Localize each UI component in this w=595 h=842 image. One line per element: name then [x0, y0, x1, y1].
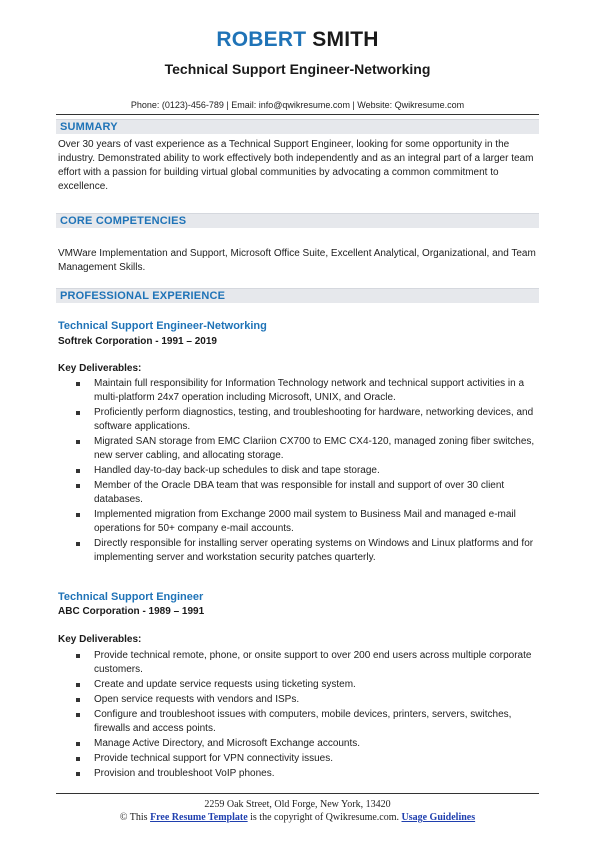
- last-name: SMITH: [312, 28, 379, 51]
- bullet-icon: [76, 772, 80, 776]
- list-item: [58, 649, 538, 677]
- job-title: Technical Support Engineer: [58, 591, 204, 603]
- bullet-icon: [76, 654, 80, 658]
- bullet-icon: [76, 713, 80, 717]
- summary-heading: SUMMARY: [60, 121, 118, 133]
- bullet-icon: [76, 742, 80, 746]
- summary-section-header: [56, 119, 539, 134]
- bullet-icon: [76, 411, 80, 415]
- candidate-title: Technical Support Engineer-Networking: [164, 61, 431, 77]
- bullet-text: Directly responsible for installing server operating systems on Windows and Linux platforms and for implementing server and workstation security patches quarterly.: [94, 538, 534, 563]
- list-item: [58, 752, 538, 766]
- bullet-icon: [76, 683, 80, 687]
- summary-text: Over 30 years of vast experience as a Technical Support Engineer, looking for some opportunity in the industry. Demonstrated ability to work effectively both independently and as an integral part of a larger team effort with a passion for building virtual global communities by advocating a common commitment to excellence.: [58, 139, 534, 192]
- list-item: [58, 737, 538, 751]
- job-title: Technical Support Engineer-Networking: [58, 320, 267, 332]
- bullet-icon: [76, 469, 80, 473]
- footer-copyright: [0, 812, 595, 823]
- bullet-icon: [76, 757, 80, 761]
- bullet-icon: [76, 542, 80, 546]
- key-deliverables-label: Key Deliverables:: [58, 363, 142, 374]
- experience-heading: PROFESSIONAL EXPERIENCE: [60, 290, 226, 302]
- bullet-text: Provide technical support for VPN connectivity issues.: [94, 753, 333, 764]
- bullet-icon: [76, 698, 80, 702]
- competencies-text: VMWare Implementation and Support, Microsoft Office Suite, Excellent Analytical, Organizational, and Team Management Skills.: [58, 248, 536, 273]
- bullet-text: Provision and troubleshoot VoIP phones.: [94, 768, 275, 779]
- competencies-heading: CORE COMPETENCIES: [60, 215, 187, 227]
- competencies-section-header: [56, 213, 539, 228]
- deliverables-list: [58, 377, 538, 566]
- list-item: [58, 464, 538, 478]
- job-company: Softrek Corporation - 1991 – 2019: [58, 336, 217, 347]
- job-company: ABC Corporation - 1989 – 1991: [58, 606, 205, 617]
- bullet-text: Maintain full responsibility for Information Technology network and technical support activities in a multi-platform 24x7 operation including Microsoft, UNIX, and Oracle.: [94, 378, 525, 403]
- bullet-text: Create and update service requests using ticketing system.: [94, 679, 356, 690]
- list-item: [58, 693, 538, 707]
- deliverables-list: [58, 649, 538, 782]
- contact-line: Phone: (0123)-456-789 | Email: info@qwikresume.com | Website: Qwikresume.com: [130, 100, 465, 110]
- bullet-text: Provide technical remote, phone, or onsite support to over 200 end users across multiple corporate customers.: [94, 650, 532, 675]
- list-item: [58, 767, 538, 781]
- bullet-text: Handled day-to-day back-up schedules to disk and tape storage.: [94, 465, 380, 476]
- footer-divider: [56, 793, 539, 794]
- bullet-icon: [76, 484, 80, 488]
- list-item: [58, 537, 538, 565]
- bullet-text: Configure and troubleshoot issues with computers, mobile devices, printers, servers, switches, firewalls and access points.: [94, 709, 512, 734]
- usage-guidelines-link[interactable]: Usage Guidelines: [401, 812, 476, 823]
- bullet-text: Manage Active Directory, and Microsoft Exchange accounts.: [94, 738, 361, 749]
- bullet-icon: [76, 513, 80, 517]
- list-item: [58, 406, 538, 434]
- bullet-text: Proficiently perform diagnostics, testing, and troubleshooting for hardware, networking devices, and software applications.: [94, 407, 534, 432]
- list-item: [58, 377, 538, 405]
- list-item: [58, 435, 538, 463]
- list-item: [58, 479, 538, 507]
- copyright-prefix: © This: [119, 812, 151, 823]
- bullet-text: Migrated SAN storage from EMC Clariion CX700 to EMC CX4-120, managed zoning fiber switches, new server cabling, and allocating storage.: [94, 436, 535, 461]
- free-resume-template-link[interactable]: Free Resume Template: [150, 812, 248, 823]
- key-deliverables-label: Key Deliverables:: [58, 634, 142, 645]
- list-item: [58, 678, 538, 692]
- first-name: ROBERT: [216, 28, 307, 51]
- bullet-text: Member of the Oracle DBA team that was responsible for install and support of over 30 client databases.: [94, 480, 505, 505]
- bullet-text: Implemented migration from Exchange 2000 mail system to Business Mail and managed e-mail operations for 50+ company e-mail accounts.: [94, 509, 516, 534]
- bullet-text: Open service requests with vendors and ISPs.: [94, 694, 300, 705]
- list-item: [58, 708, 538, 736]
- copyright-middle: is the copyright of Qwikresume.com.: [247, 812, 402, 823]
- header-divider: [56, 114, 539, 115]
- footer-address: 2259 Oak Street, Old Forge, New York, 13420: [204, 799, 391, 810]
- candidate-name: [0, 28, 595, 52]
- bullet-icon: [76, 382, 80, 386]
- list-item: [58, 508, 538, 536]
- bullet-icon: [76, 440, 80, 444]
- experience-section-header: [56, 288, 539, 303]
